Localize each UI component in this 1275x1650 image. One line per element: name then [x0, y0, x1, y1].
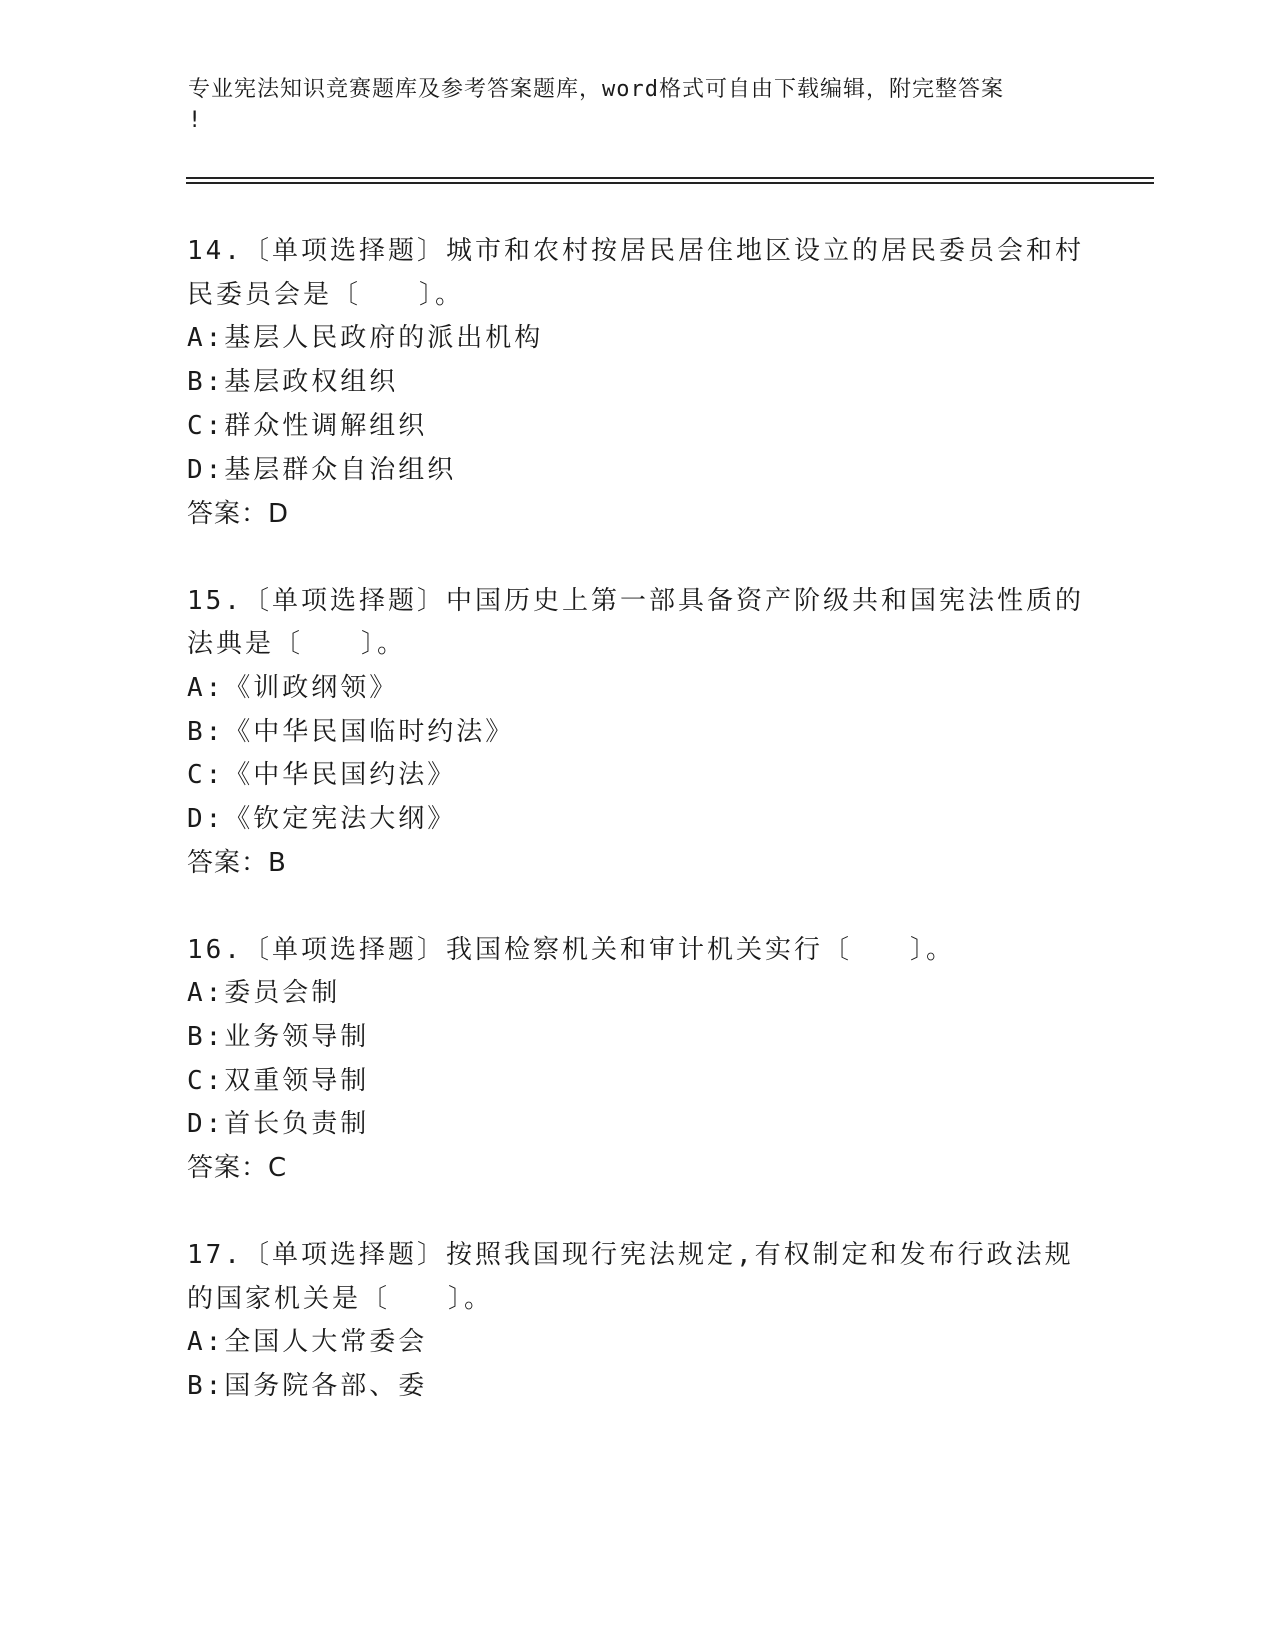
question-14-option-a: A:基层人民政府的派出机构 — [187, 323, 544, 353]
question-15-stem-line-2: 法典是〔 〕。 — [187, 629, 407, 659]
question-14-answer: 答案：D — [187, 499, 290, 529]
question-14-stem-line-2: 民委员会是〔 〕。 — [187, 280, 465, 310]
question-15-option-c: C:《中华民国约法》 — [187, 760, 457, 790]
header-divider-bottom — [186, 182, 1154, 184]
question-15-option-a: A:《训政纲领》 — [187, 673, 399, 703]
question-16-option-a: A:委员会制 — [187, 978, 341, 1008]
question-17-stem-line-1: 17.〔单项选择题〕按照我国现行宪法规定,有权制定和发布行政法规 — [187, 1240, 1074, 1270]
question-14-option-b: B:基层政权组织 — [187, 367, 399, 397]
question-14-option-d: D:基层群众自治组织 — [187, 455, 457, 485]
question-17-stem-line-2: 的国家机关是〔 〕。 — [187, 1284, 494, 1314]
header-line-1: 专业宪法知识竞赛题库及参考答案题库，word格式可自由下载编辑，附完整答案 — [188, 77, 1004, 102]
question-16-answer: 答案：C — [187, 1153, 288, 1183]
question-15-stem-line-1: 15.〔单项选择题〕中国历史上第一部具备资产阶级共和国宪法性质的 — [187, 586, 1084, 616]
header-line-2: ! — [188, 108, 203, 133]
question-17-option-b: B:国务院各部、委 — [187, 1371, 428, 1401]
question-14-stem-line-1: 14.〔单项选择题〕城市和农村按居民居住地区设立的居民委员会和村 — [187, 236, 1084, 266]
question-16-stem-line-1: 16.〔单项选择题〕我国检察机关和审计机关实行〔 〕。 — [187, 935, 955, 965]
question-17-option-a: A:全国人大常委会 — [187, 1327, 428, 1357]
question-15-option-d: D:《钦定宪法大纲》 — [187, 804, 457, 834]
header-divider-top — [186, 177, 1154, 179]
question-16-option-b: B:业务领导制 — [187, 1022, 370, 1052]
question-14-option-c: C:群众性调解组织 — [187, 411, 428, 441]
document-header — [188, 74, 1068, 136]
question-15-answer: 答案：B — [187, 848, 287, 878]
question-16-option-d: D:首长负责制 — [187, 1109, 370, 1139]
question-16-option-c: C:双重领导制 — [187, 1066, 370, 1096]
question-15-option-b: B:《中华民国临时约法》 — [187, 717, 515, 747]
